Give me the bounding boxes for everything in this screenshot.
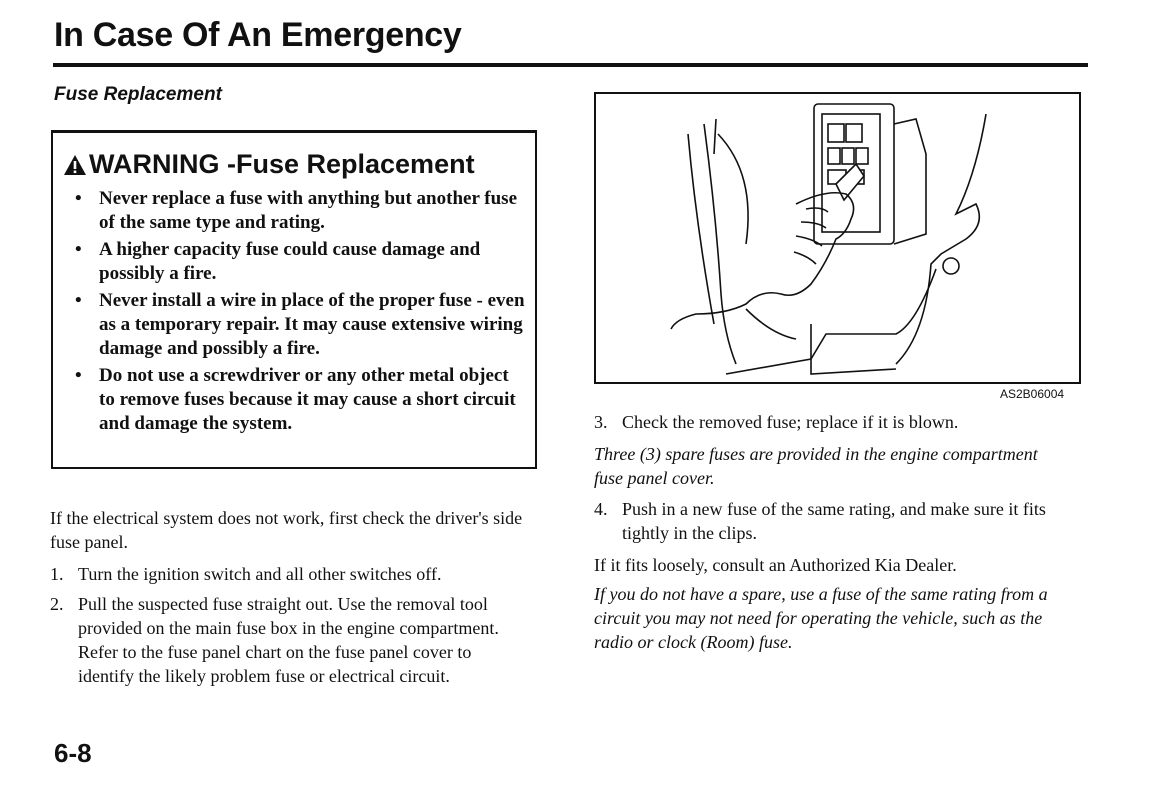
warning-list [69,187,529,439]
no-spare-note: If you do not have a spare, use a fuse of the same rating from a circuit you may not need for operating the vehicle, such as the radio or clock (Room) fuse. [594,584,1048,652]
step-item: 2. Pull the suspected fuse straight out. Use the removal tool provided on the main fuse box in the engine compartment. Refer to the fuse panel chart on the fuse panel cover to identify the likely problem fuse or electrical circuit. [50,594,499,686]
loose-fit-text: If it fits loosely, consult an Authorized Kia Dealer. [594,555,957,575]
step-item: 1. Turn the ignition switch and all other switches off. [50,564,442,584]
page-title: In Case Of An Emergency [54,16,462,54]
title-rule [53,63,1088,67]
warning-item: • Do not use a screwdriver or any other metal object to remove fuses because it may cause a short circuit and damage the system. [75,365,516,434]
steps-list-right-b [594,497,1074,551]
intro-paragraph: If the electrical system does not work, first check the driver's side fuse panel. [50,508,523,552]
section-title: Fuse Replacement [54,84,222,105]
fuse-panel-drawing [596,94,1079,382]
bullet-icon: • [75,239,82,260]
steps-list-left [50,562,530,694]
spare-fuse-note: Three (3) spare fuses are provided in the engine compartment fuse panel cover. [594,444,1038,488]
warning-item: • Never install a wire in place of the proper fuse - even as a temporary repair. It may cause extensive wiring damage and possibly a fire. [75,290,525,359]
fuse-panel-illustration [594,92,1081,384]
warning-heading [63,149,475,180]
step-item: 3. Check the removed fuse; replace if it is blown. [594,412,959,432]
figure-code: AS2B06004 [1000,387,1065,401]
bullet-icon: • [75,365,82,386]
bullet-icon: • [75,290,82,311]
step-item: 4. Push in a new fuse of the same rating, and make sure it fits tightly in the clips. [594,499,1046,543]
page-number: 6-8 [54,738,92,768]
bullet-icon: • [75,188,82,209]
warning-box [51,130,537,469]
warning-triangle-icon [63,154,87,176]
steps-list-right-a [594,410,1074,440]
warning-title: WARNING -Fuse Replacement [89,149,475,179]
warning-item: • A higher capacity fuse could cause damage and possibly a fire. [75,239,481,284]
warning-item: • Never replace a fuse with anything but another fuse of the same type and rating. [75,188,517,233]
